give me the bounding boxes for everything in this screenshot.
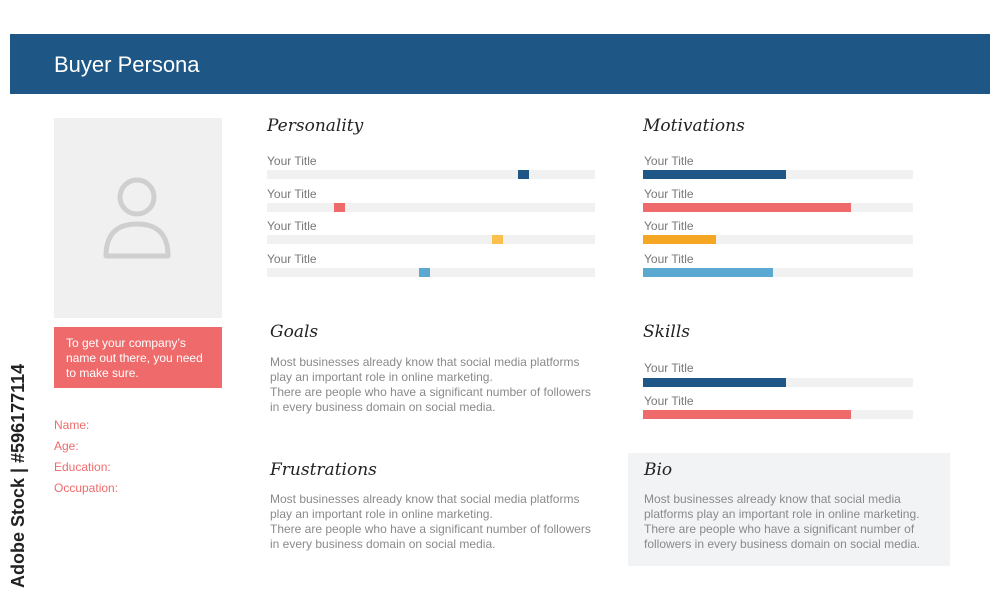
motivations-track [643,268,913,277]
goals-heading: Goals [270,322,319,342]
motivations-bar [643,170,786,179]
motivations-bar [643,203,851,212]
personality-marker [518,170,529,179]
age-label: Age: [54,439,79,453]
bio-line: platforms play an important role in online marketing. [644,507,920,521]
goals-text [270,355,591,415]
skills-bar [643,378,786,387]
bio-heading: Bio [644,460,673,480]
persona-info-list [54,418,118,502]
skills-track [643,410,913,419]
goals-line: play an important role in online marketing. [270,370,493,384]
personality-row-title: Your Title [267,219,317,233]
personality-row-title: Your Title [267,187,317,201]
page-title: Buyer Persona [54,52,200,77]
goals-line: in every business domain on social media. [270,400,496,414]
header-banner [10,34,990,94]
frustrations-line: Most businesses already know that social media platforms [270,492,580,506]
personality-row-title: Your Title [267,154,317,168]
motivations-row-title: Your Title [644,252,694,266]
bio-line: Most businesses already know that social media [644,492,901,506]
personality-track [267,203,595,212]
frustrations-text [270,492,591,552]
personality-heading: Personality [267,116,364,136]
bio-line: There are people who have a significant number of [644,522,915,536]
personality-row-title: Your Title [267,252,317,266]
personality-marker [334,203,345,212]
skills-track [643,378,913,387]
occupation-label: Occupation: [54,481,119,495]
motivations-heading: Motivations [643,116,745,136]
motivations-row-title: Your Title [644,187,694,201]
skills-row-title: Your Title [644,394,694,408]
personality-track [267,170,595,179]
frustrations-line: There are people who have a significant number of followers [270,522,591,536]
frustrations-line: in every business domain on social media. [270,537,496,551]
motivations-track [643,170,913,179]
frustrations-heading: Frustrations [270,460,377,480]
motivations-row-title: Your Title [644,219,694,233]
personality-marker [492,235,503,244]
personality-marker [419,268,430,277]
tagline-box: To get your company’s name out there, you need to make sure. [54,327,222,388]
skills-heading: Skills [643,322,690,342]
bio-line: followers in every business domain on social media. [644,537,921,551]
personality-track [267,268,595,277]
goals-line: Most businesses already know that social media platforms [270,355,580,369]
motivations-track [643,203,913,212]
name-label: Name: [54,418,90,432]
education-label: Education: [54,460,111,474]
skills-row-title: Your Title [644,361,694,375]
user-icon [98,172,178,262]
bio-text [644,492,920,552]
personality-track [267,235,595,244]
motivations-bar [643,235,716,244]
stock-watermark: Adobe Stock | #596177114 [8,363,28,588]
motivations-bar [643,268,773,277]
motivations-track [643,235,913,244]
frustrations-line: play an important role in online marketing. [270,507,493,521]
avatar-placeholder [54,118,222,318]
goals-line: There are people who have a significant number of followers [270,385,591,399]
motivations-row-title: Your Title [644,154,694,168]
skills-bar [643,410,851,419]
